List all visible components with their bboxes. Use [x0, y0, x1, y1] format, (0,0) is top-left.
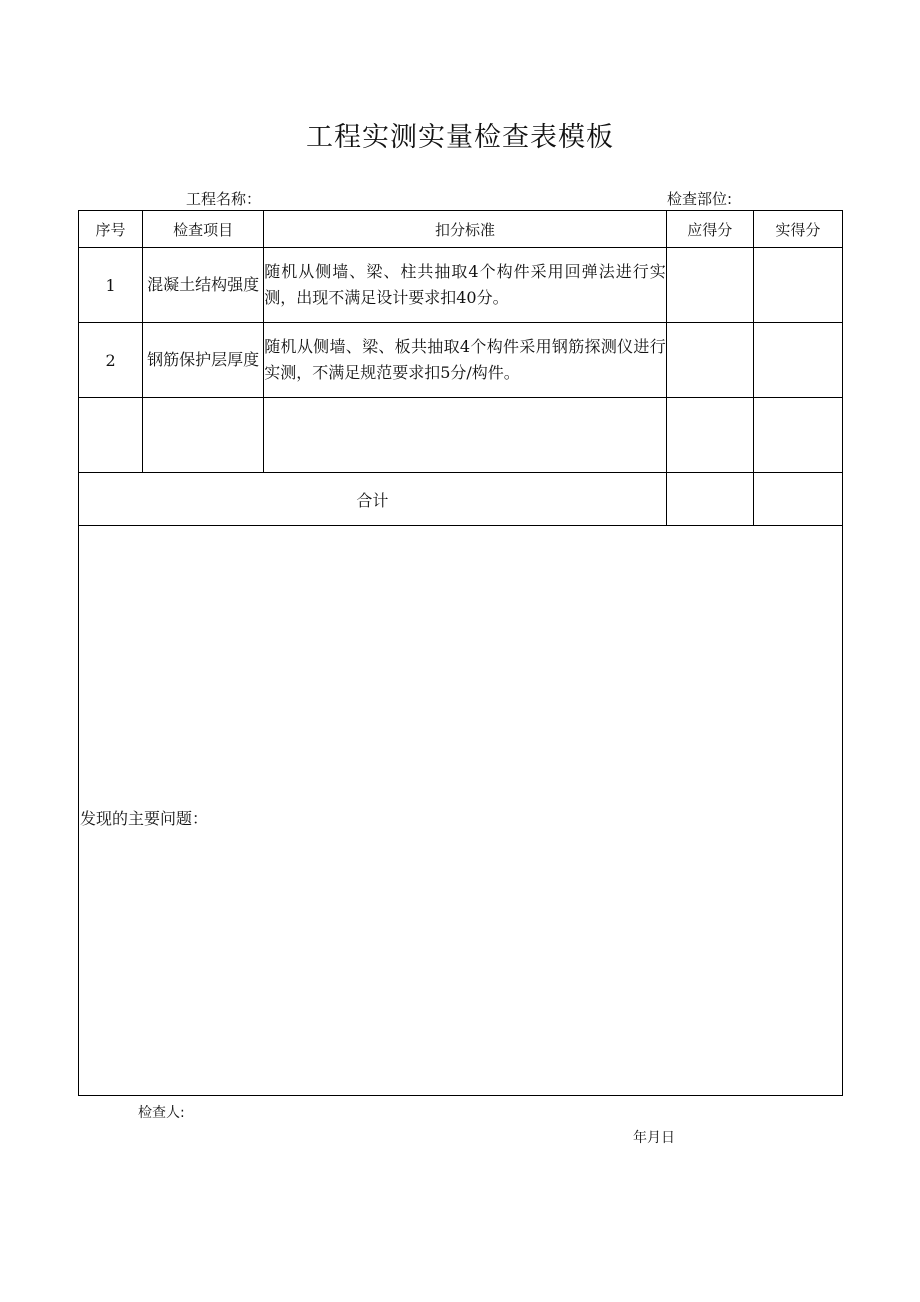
row-actual-score[interactable] [753, 248, 842, 323]
total-label: 合计 [79, 473, 667, 526]
date-label: 年月日 [633, 1130, 675, 1146]
row-expected-score[interactable] [666, 398, 753, 473]
header-serial-number: 序号 [79, 211, 143, 248]
row-criteria[interactable] [264, 398, 667, 473]
row-item[interactable] [143, 398, 264, 473]
page-title: 工程实测实量检查表模板 [306, 122, 614, 153]
header-inspection-item: 检查项目 [143, 211, 264, 248]
total-row [79, 473, 843, 526]
row-expected-score[interactable] [666, 248, 753, 323]
row-criteria: 随机从侧墙、梁、板共抽取4个构件采用钢筋探测仪进行实测，不满足规范要求扣5分/构件。 [264, 323, 667, 398]
project-name-label: 工程名称： [186, 190, 262, 208]
header-actual-score: 实得分 [753, 211, 842, 248]
notes-cell[interactable] [79, 526, 843, 1096]
table-row [79, 398, 843, 473]
table-header-row [79, 211, 843, 248]
row-criteria: 随机从侧墙、梁、柱共抽取4个构件采用回弹法进行实测，出现不满足设计要求扣40分。 [264, 248, 667, 323]
row-number[interactable] [79, 398, 143, 473]
row-actual-score[interactable] [753, 398, 842, 473]
inspector-label: 检查人: [138, 1105, 185, 1121]
table-row [79, 248, 843, 323]
row-number: 1 [79, 248, 143, 323]
inspection-table [78, 210, 843, 1096]
header-expected-score: 应得分 [666, 211, 753, 248]
total-expected-score[interactable] [666, 473, 753, 526]
notes-label: 发现的主要问题： [80, 809, 209, 828]
inspection-location-label: 检查部位: [667, 190, 733, 208]
notes-row [79, 526, 843, 1096]
row-actual-score[interactable] [753, 323, 842, 398]
row-item: 混凝土结构强度 [143, 248, 264, 323]
total-actual-score[interactable] [753, 473, 842, 526]
row-number: 2 [79, 323, 143, 398]
table-row [79, 323, 843, 398]
row-item: 钢筋保护层厚度 [143, 323, 264, 398]
header-deduction-criteria: 扣分标准 [264, 211, 667, 248]
row-expected-score[interactable] [666, 323, 753, 398]
